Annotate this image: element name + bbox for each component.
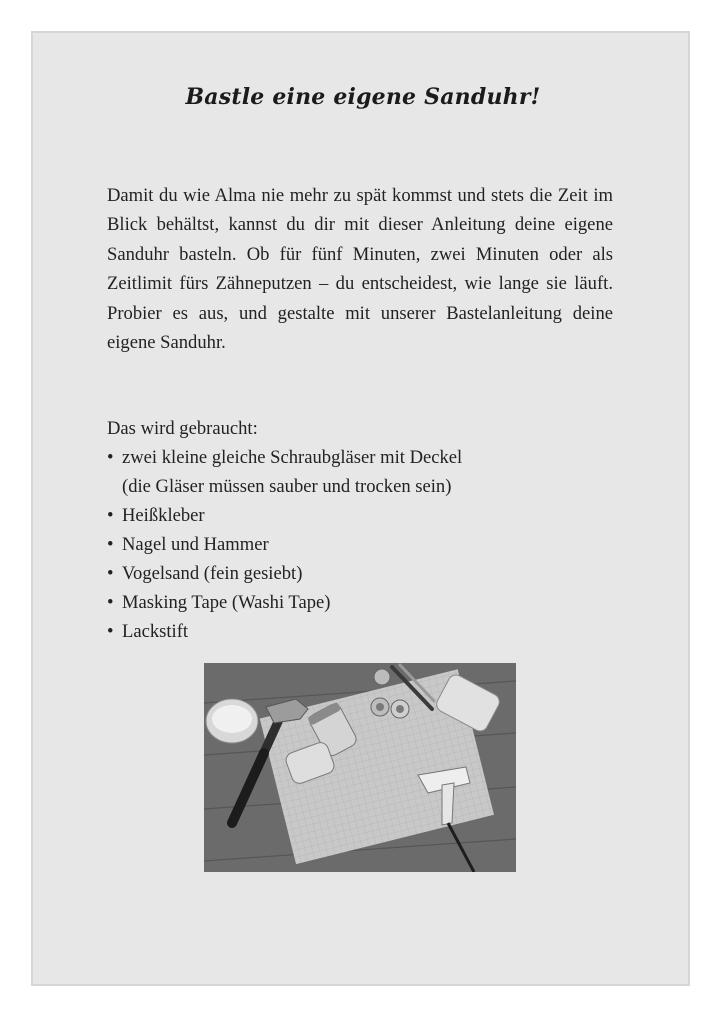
materials-heading: Das wird gebraucht: (107, 418, 258, 439)
list-item (107, 588, 607, 617)
list-item-label: Vogelsand (fein gesiebt) (122, 563, 303, 584)
bullet: • (107, 534, 114, 555)
list-item (107, 501, 607, 530)
bullet: • (107, 592, 114, 613)
photo-illustration (204, 663, 516, 872)
list-item-label: Nagel und Hammer (122, 534, 269, 555)
materials-list (107, 443, 607, 646)
list-item (107, 530, 607, 559)
list-item (107, 617, 607, 646)
bullet: • (107, 563, 114, 584)
bowl (206, 699, 258, 743)
list-item-note: (die Gläser müssen sauber und trocken sein) (122, 476, 452, 497)
list-item-label: Heißkleber (122, 505, 205, 526)
list-item-label: zwei kleine gleiche Schraubgläser mit Deckel (122, 447, 463, 468)
intro-paragraph: Damit du wie Alma nie mehr zu spät kommst und stets die Zeit im Blick behältst, kannst du dir mit dieser Anleitung deine eigene Sanduhr basteln. Ob für fünf Minuten, zwei Minuten oder als Zeitlimit fürs Zähneputzen – du entscheidest, wie lange sie läuft. Probier es aus, und gestalte mit unserer Bastelanleitung deine eigene Sanduhr. (107, 185, 613, 354)
bullet: • (107, 505, 114, 526)
page-title: Bastle eine eigene Sanduhr! (185, 84, 541, 110)
bullet: • (107, 621, 114, 642)
list-item (107, 559, 607, 588)
list-item-label: Masking Tape (Washi Tape) (122, 592, 331, 613)
list-item-label: Lackstift (122, 621, 189, 642)
bullet: • (107, 447, 114, 468)
craft-supplies-photo (204, 663, 516, 872)
list-item (107, 443, 607, 501)
